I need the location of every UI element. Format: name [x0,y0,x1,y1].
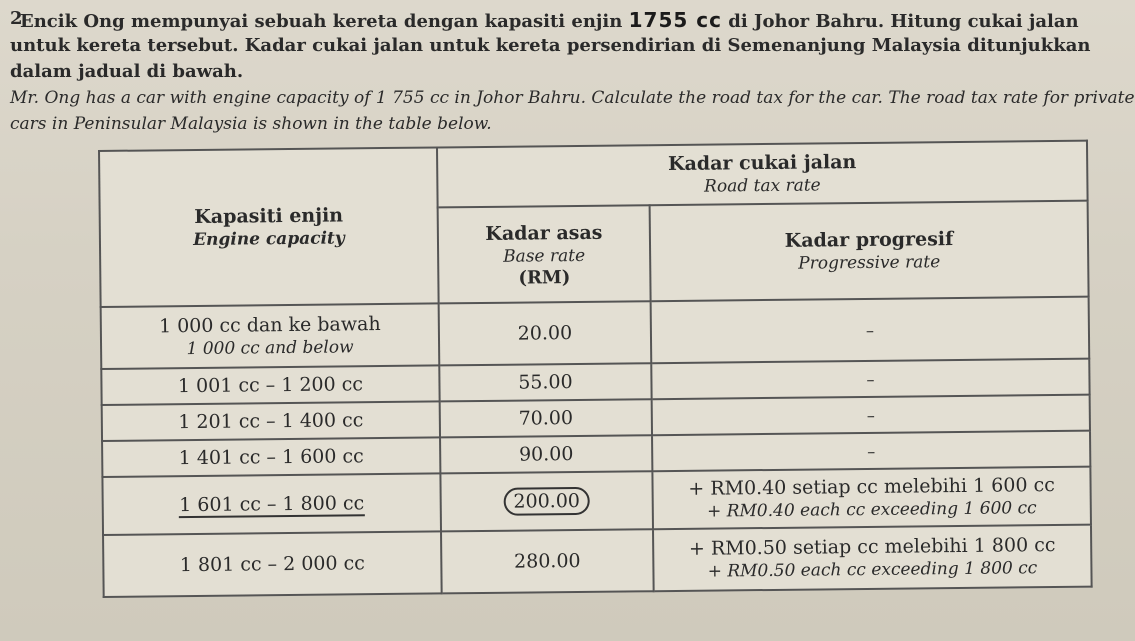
progressive-cell: – [651,359,1089,400]
base-rate-cell: 70.00 [440,399,652,437]
header-engine-capacity: Kapasiti enjin Engine capacity [99,147,439,307]
base-rate-cell: 20.00 [439,301,652,365]
question-number: 2 [10,8,23,29]
table-row [103,525,1092,597]
capacity-cell: 1 601 cc – 1 800 cc [102,473,441,535]
question-english-line-2: cars in Peninsular Malaysia is shown in the table below. [10,114,492,134]
road-tax-table [98,140,1093,598]
question-english-line-1: Mr. Ong has a car with engine capacity of 1 755 cc in Johor Bahru. Calculate the road tax for the car. The road tax rate for private [10,88,1135,108]
header-progressive-rate: Kadar progresif Progressive rate [650,201,1089,302]
header-base-rate: Kadar asas Base rate (RM) [438,205,651,303]
progressive-cell: – [652,395,1090,436]
question-malay-line-2: untuk kereta tersebut. Kadar cukai jalan untuk kereta persendirian di Semenanjung Malaysia ditunjukkan [10,35,1091,56]
base-rate-cell: 280.00 [441,529,654,593]
capacity-cell: 1 201 cc – 1 400 cc [102,401,440,441]
progressive-cell: + RM0.50 setiap cc melebihi 1 800 cc + RM0.50 each cc exceeding 1 800 cc [653,525,1092,592]
question-malay-line-1: Encik Ong mempunyai sebuah kereta dengan kapasiti enjin 1755 cc di Johor Bahru. Hitung cukai jalan [20,8,1079,32]
base-rate-cell: 90.00 [440,435,652,473]
capacity-cell: 1 401 cc – 1 600 cc [102,437,440,477]
base-rate-cell [440,471,653,531]
progressive-cell: – [652,431,1090,472]
capacity-cell: 1 801 cc – 2 000 cc [103,531,442,597]
handwritten-annotation: 1755 cc [628,8,722,32]
question-malay-line-3: dalam jadual di bawah. [10,61,244,82]
circled-base-rate: 200.00 [503,487,590,516]
capacity-cell: 1 000 cc dan ke bawah 1 000 cc and below [101,303,440,369]
header-road-tax-rate: Kadar cukai jalan Road tax rate [437,141,1088,208]
progressive-cell: + RM0.40 setiap cc melebihi 1 600 cc + RM0.40 each cc exceeding 1 600 cc [652,467,1091,530]
table-row [101,297,1090,369]
progressive-cell: – [651,297,1090,364]
base-rate-cell: 55.00 [439,363,651,401]
capacity-cell: 1 001 cc – 1 200 cc [101,365,439,405]
table-row [102,467,1091,535]
